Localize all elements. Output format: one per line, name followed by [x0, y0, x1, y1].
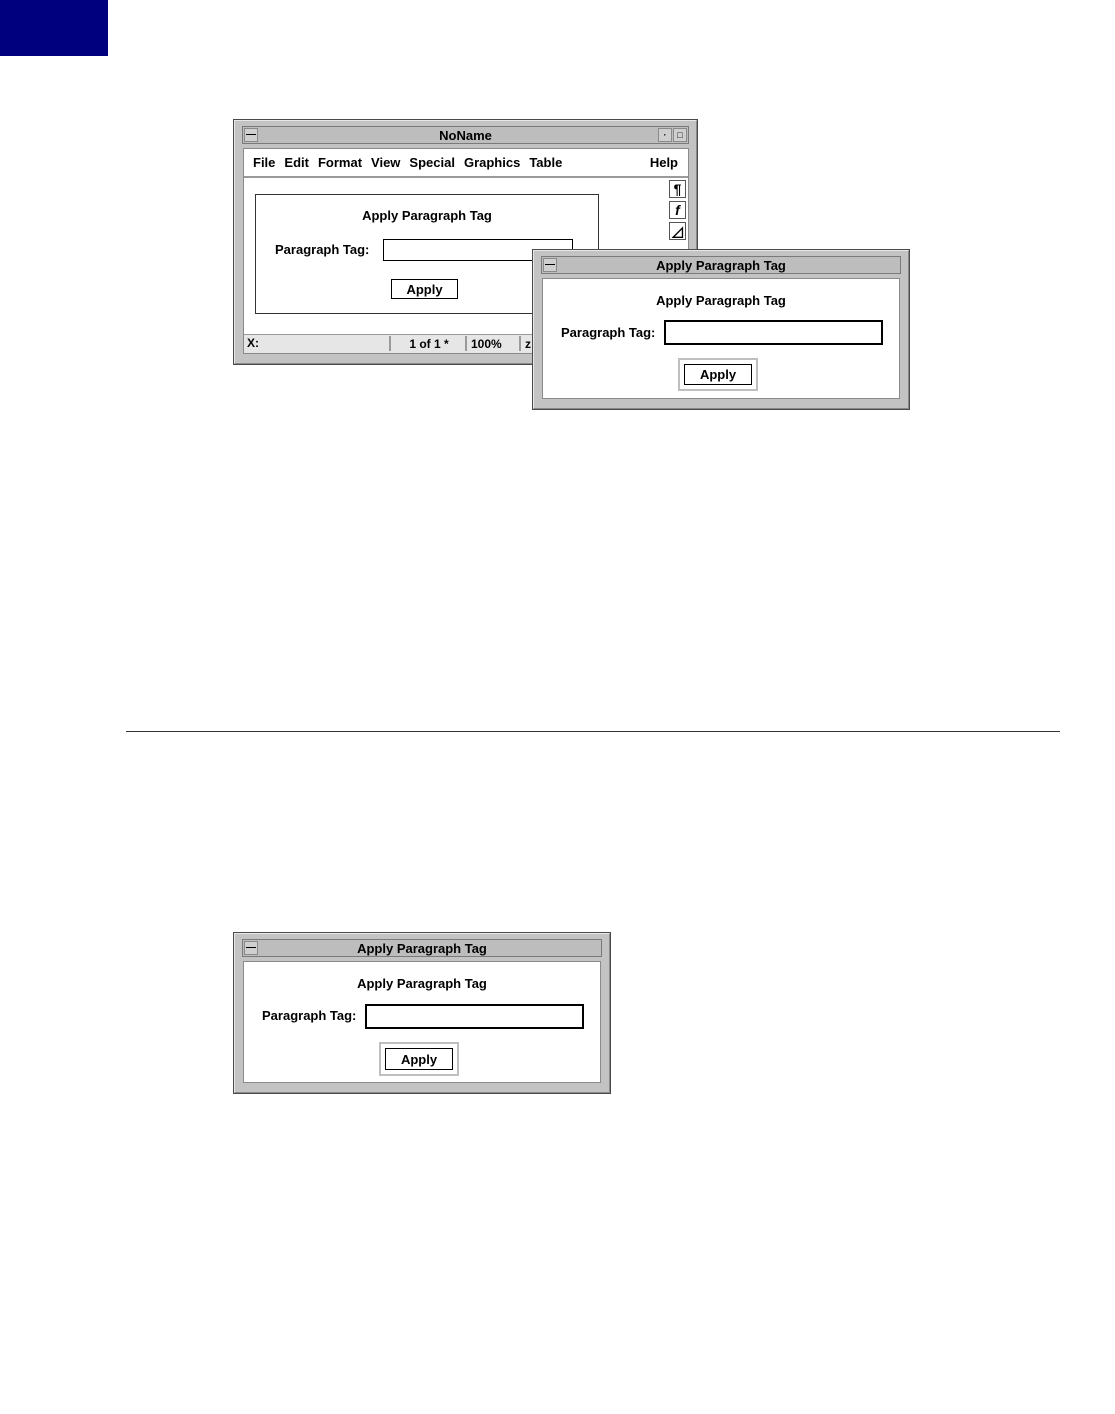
bottom-dialog-title: Apply Paragraph Tag	[357, 940, 487, 956]
floating-paragraph-tag-input[interactable]	[664, 320, 883, 345]
window-menu-icon[interactable]: —	[545, 259, 555, 270]
floating-dialog-client	[542, 278, 900, 399]
bottom-apply-button[interactable]: Apply	[385, 1048, 453, 1070]
graphics-tool-icon[interactable]: ◿	[669, 222, 686, 240]
bottom-paragraph-tag-input[interactable]	[365, 1004, 584, 1029]
status-z: z	[519, 336, 539, 351]
menu-help[interactable]: Help	[649, 155, 678, 170]
minimize-icon[interactable]: ·	[658, 128, 672, 142]
floating-dialog-heading: Apply Paragraph Tag	[656, 293, 786, 308]
floating-dialog	[532, 249, 910, 410]
menu-file[interactable]: File	[253, 155, 276, 170]
font-icon[interactable]: f	[669, 201, 686, 219]
floating-dialog-title: Apply Paragraph Tag	[656, 257, 786, 273]
embedded-field-label: Paragraph Tag:	[275, 242, 370, 257]
bottom-dialog	[233, 932, 611, 1094]
menu-view[interactable]: View	[371, 155, 401, 170]
menu-format[interactable]: Format	[317, 155, 363, 170]
menu-graphics[interactable]: Graphics	[463, 155, 521, 170]
bottom-dialog-titlebar[interactable]	[242, 939, 602, 957]
bottom-field-label: Paragraph Tag:	[262, 1008, 357, 1023]
status-x-label: X:	[247, 336, 259, 350]
bottom-dialog-client	[243, 961, 601, 1083]
maximize-icon[interactable]: □	[673, 128, 687, 142]
status-zoom[interactable]: 100%	[465, 336, 517, 351]
floating-field-label: Paragraph Tag:	[561, 325, 656, 340]
paragraph-icon[interactable]: ¶	[669, 180, 686, 198]
corner-color-block	[0, 0, 108, 56]
menu-edit[interactable]: Edit	[284, 155, 309, 170]
menu-table[interactable]: Table	[529, 155, 563, 170]
floating-apply-button[interactable]: Apply	[684, 364, 752, 385]
window-menu-icon[interactable]: —	[246, 129, 256, 140]
section-divider	[126, 731, 1060, 732]
menubar	[244, 149, 688, 178]
main-window-titlebar[interactable]	[242, 126, 689, 144]
main-window-title: NoName	[439, 127, 492, 143]
bottom-dialog-heading: Apply Paragraph Tag	[357, 976, 487, 991]
embedded-dialog-heading: Apply Paragraph Tag	[362, 208, 492, 223]
menu-special[interactable]: Special	[409, 155, 455, 170]
embedded-apply-button[interactable]: Apply	[391, 279, 458, 299]
status-page: 1 of 1 *	[389, 336, 463, 351]
floating-dialog-titlebar[interactable]	[541, 256, 901, 274]
window-menu-icon[interactable]: —	[246, 942, 256, 953]
